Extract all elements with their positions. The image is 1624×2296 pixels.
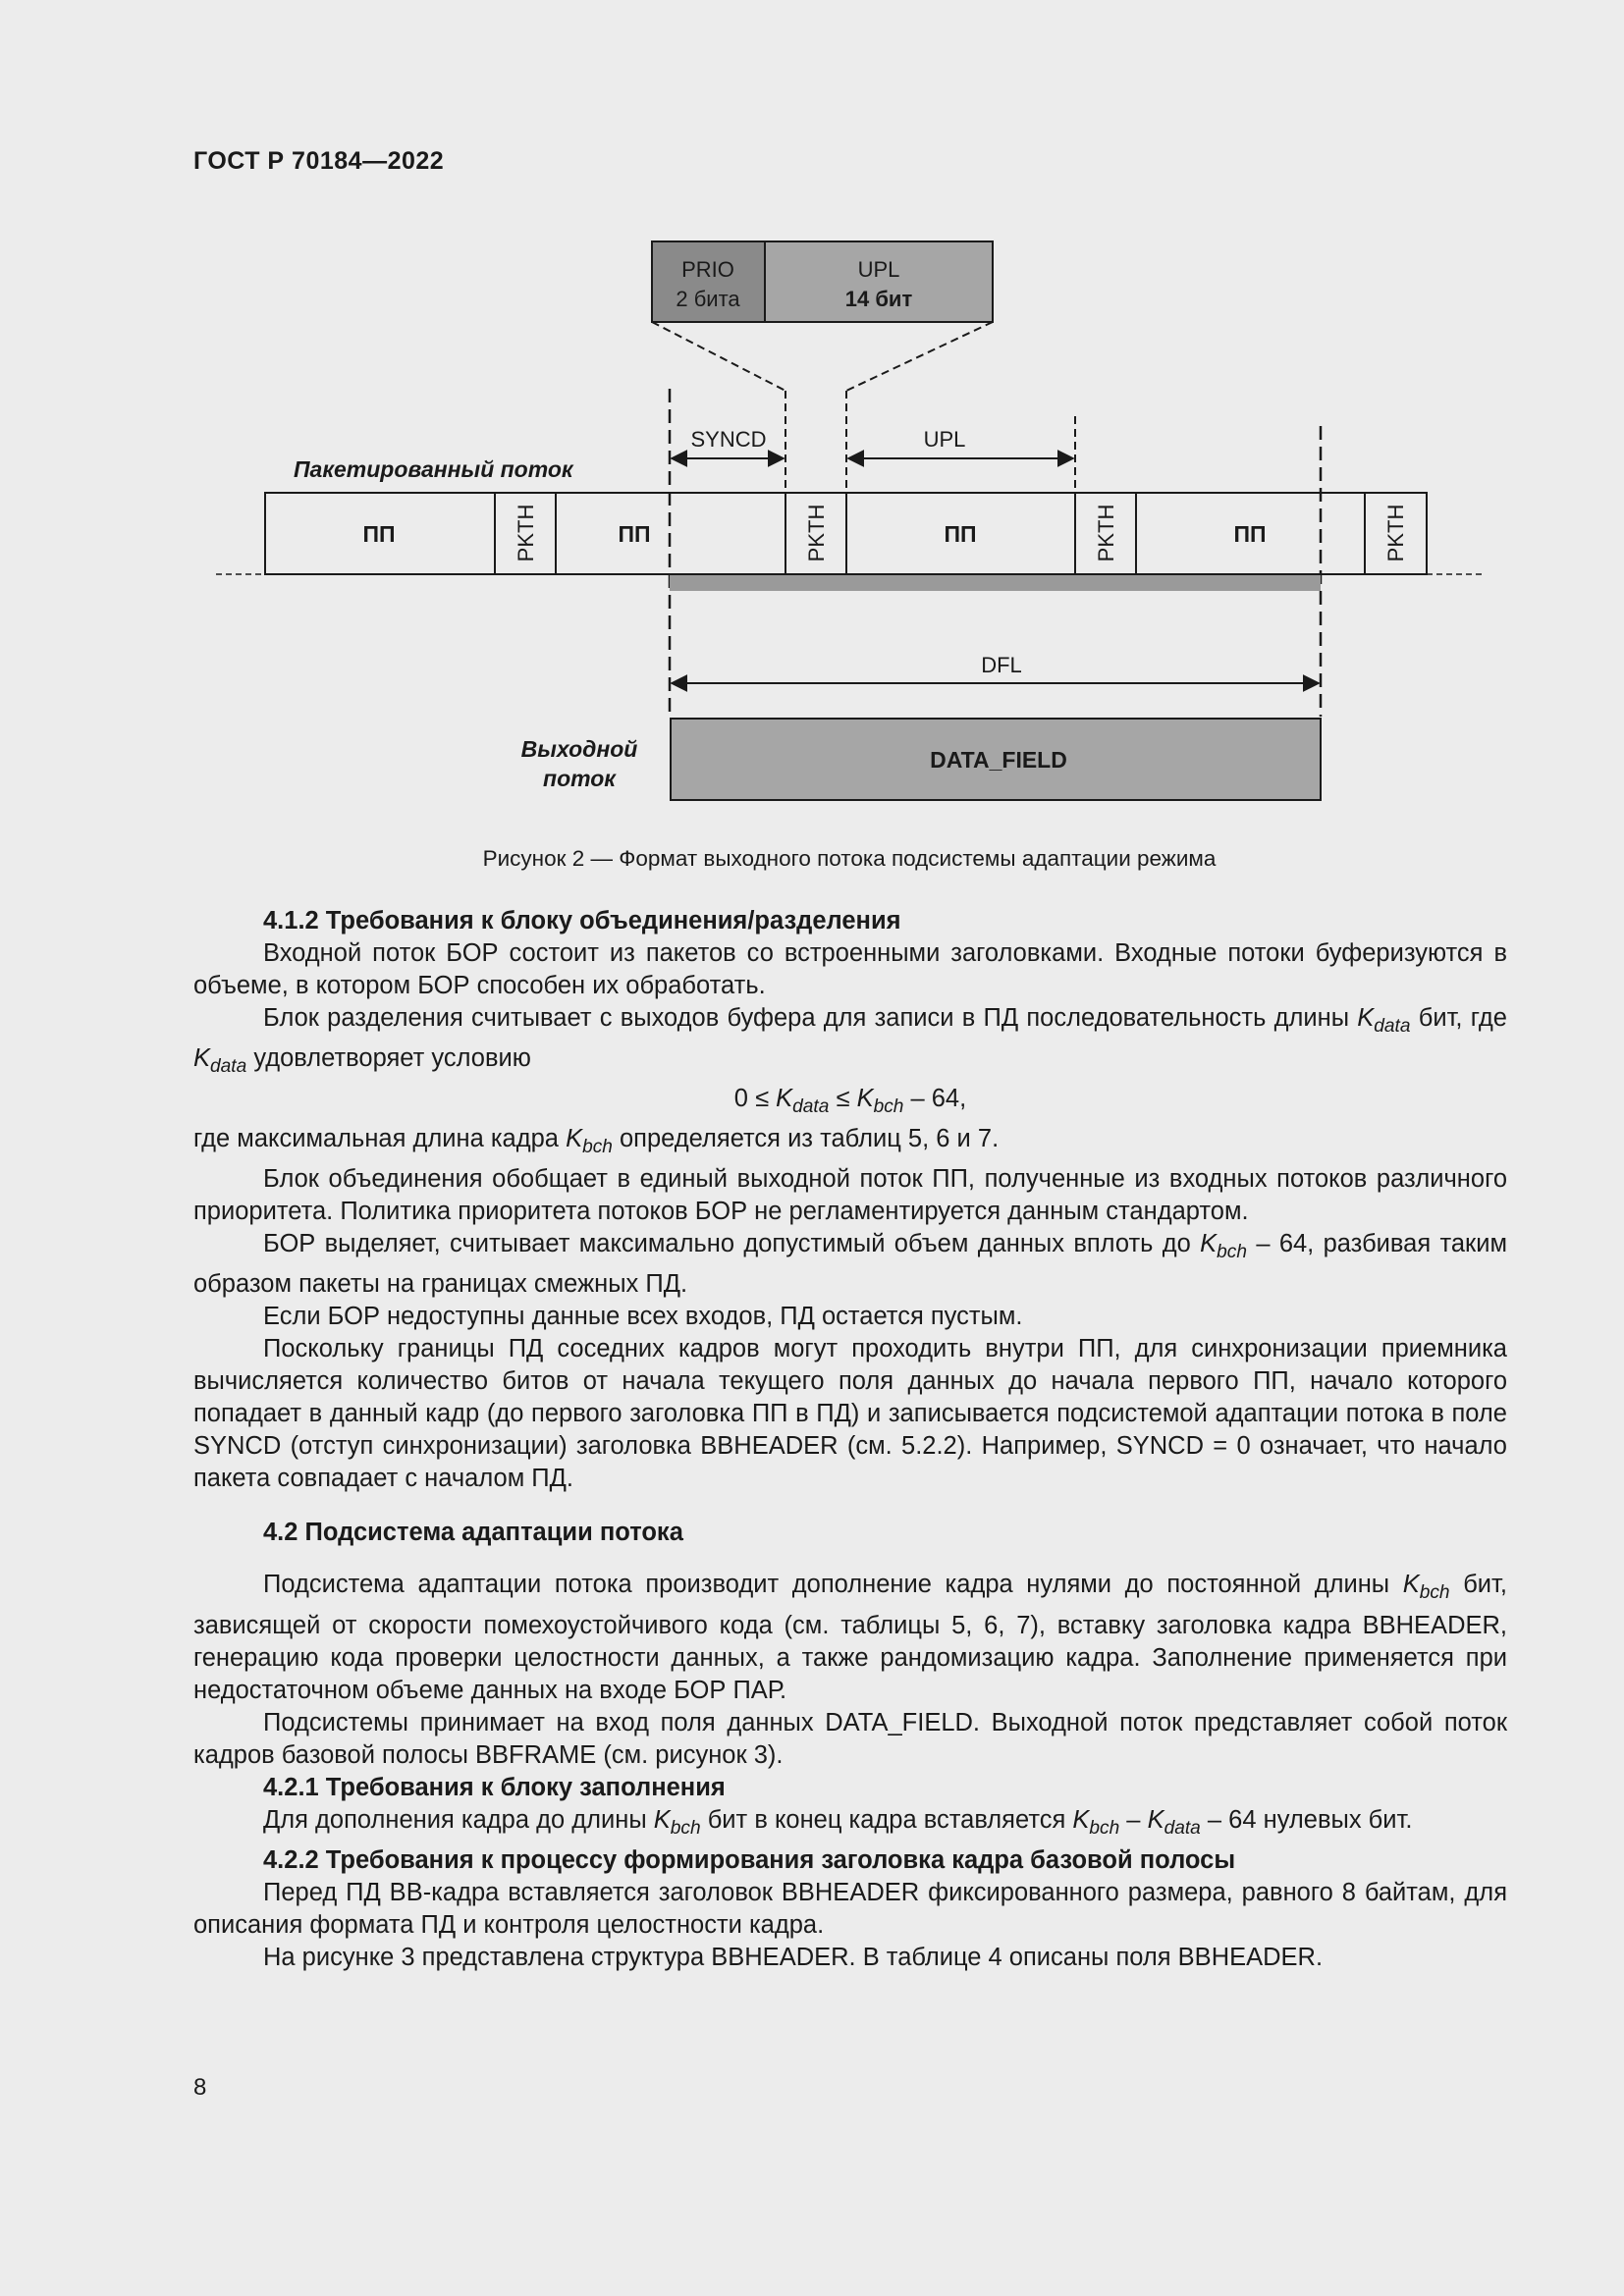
formula: $0 \le K_{data} \le K_{bch} - 64$, — [733, 1085, 967, 1118]
paragraph: Входной поток БОР состоит из пакетов со встроенными заголовками. Входные потоки буферизуются в объеме, в котором БОР способен их обработать. — [193, 939, 1507, 999]
cell-pkth-2: PKTH — [804, 504, 829, 562]
heading-4-2-2: 4.2.2 Требования к процессу формирования заголовка кадра базовой полосы — [263, 1845, 1236, 1874]
cell-pp-3: ПП — [944, 521, 977, 547]
paragraph: Подсистема адаптации потока производит дополнение кадра нулями до постоянной длины $K_{bch}$ бит, зависящей от скорости помехоустойчивого кода (см. таблицы 5, 6, 7), вставку заголовка кадра BBHEADER, генерацию кода проверки целостности данных, а также рандомизацию кадра. Заполнение применяется при недостаточном объеме данных на входе БОР ПАР. — [193, 1571, 1507, 1704]
document-header: ГОСТ Р 70184—2022 — [193, 147, 445, 175]
heading-4-1-2: 4.1.2 Требования к блоку объединения/разделения — [263, 907, 901, 934]
cell-pkth-4: PKTH — [1383, 504, 1408, 562]
paragraph: Подсистемы принимает на вход поля данных DATA_FIELD. Выходной поток представляет собой поток кадров базовой полосы BBFRAME (см. рисунок 3). — [193, 1708, 1507, 1769]
prio-label: PRIO — [681, 257, 734, 282]
paragraph: Если БОР недоступны данные всех входов, ПД остается пустым. — [263, 1303, 1023, 1331]
body-text — [193, 905, 1507, 1974]
prio-bits: 2 бита — [676, 287, 740, 311]
paragraph: Для дополнения кадра до длины $K_{bch}$ бит в конец кадра вставляется $K_{bch} - K_{data} - 64$ нулевых бит. — [263, 1805, 1413, 1839]
heading-4-2: 4.2 Подсистема адаптации потока — [263, 1519, 683, 1547]
paragraph: БОР выделяет, считывает максимально допустимый объем данных вплоть до $K_{bch} - 64$, разбивая таким образом пакеты на границах смежных ПД. — [193, 1230, 1507, 1299]
cell-pp-4: ПП — [1233, 521, 1267, 547]
output-label-1: Выходной — [520, 736, 638, 762]
paragraph: Перед ПД BB-кадра вставляется заголовок BBHEADER фиксированного размера, равного 8 байтам, для описания формата ПД и контроля целостности кадра. — [193, 1878, 1507, 1939]
cell-pkth-1: PKTH — [514, 504, 538, 562]
data-region-band — [670, 575, 1321, 591]
data-field-label: DATA_FIELD — [930, 747, 1067, 773]
heading-4-2-1: 4.2.1 Требования к блоку заполнения — [263, 1773, 726, 1801]
cell-pp-1: ПП — [362, 521, 396, 547]
paragraph: Блок разделения считывает с выходов буфера для записи в ПД последовательность длины $K_{data}$ бит, где $K_{data}$ удовлетворяет условию — [193, 1004, 1507, 1078]
cell-pkth-3: PKTH — [1094, 504, 1118, 562]
upl-label: UPL — [857, 257, 900, 282]
figure-2-diagram — [0, 0, 1624, 844]
upl-arrow-label: UPL — [923, 427, 966, 452]
page-number: 8 — [193, 2074, 207, 2101]
paragraph: Блок объединения обобщает в единый выходной поток ПП, полученные из входных потоков различного приоритета. Политика приоритета потоков БОР не регламентируется данным стандартом. — [193, 1165, 1507, 1226]
stream-label: Пакетированный поток — [294, 456, 573, 482]
paragraph: Поскольку границы ПД соседних кадров могут проходить внутри ПП, для синхронизации приемника вычисляется количество битов от начала текущего поля данных до начала первого ПП, начало которого попадает в данный кадр (до первого заголовка ПП в ПД) и записывается подсистемой адаптации потока в поле SYNCD (отступ синхронизации) заголовка BBHEADER (см. 5.2.2). Например, SYNCD = 0 означает, что начало пакета совпадает с началом ПД. — [193, 1335, 1507, 1493]
cell-pp-2: ПП — [618, 521, 651, 547]
output-label-2: поток — [543, 766, 616, 791]
dfl-label: DFL — [981, 653, 1022, 677]
paragraph: На рисунке 3 представлена структура BBHEADER. В таблице 4 описаны поля BBHEADER. — [263, 1943, 1324, 1971]
paragraph: где максимальная длина кадра $K_{bch}$ определяется из таблиц 5, 6 и 7. — [193, 1125, 1000, 1158]
syncd-label: SYNCD — [690, 427, 767, 452]
upl-bits: 14 бит — [844, 287, 913, 311]
figure-caption: Рисунок 2 — Формат выходного потока подсистемы адаптации режима — [482, 846, 1217, 871]
